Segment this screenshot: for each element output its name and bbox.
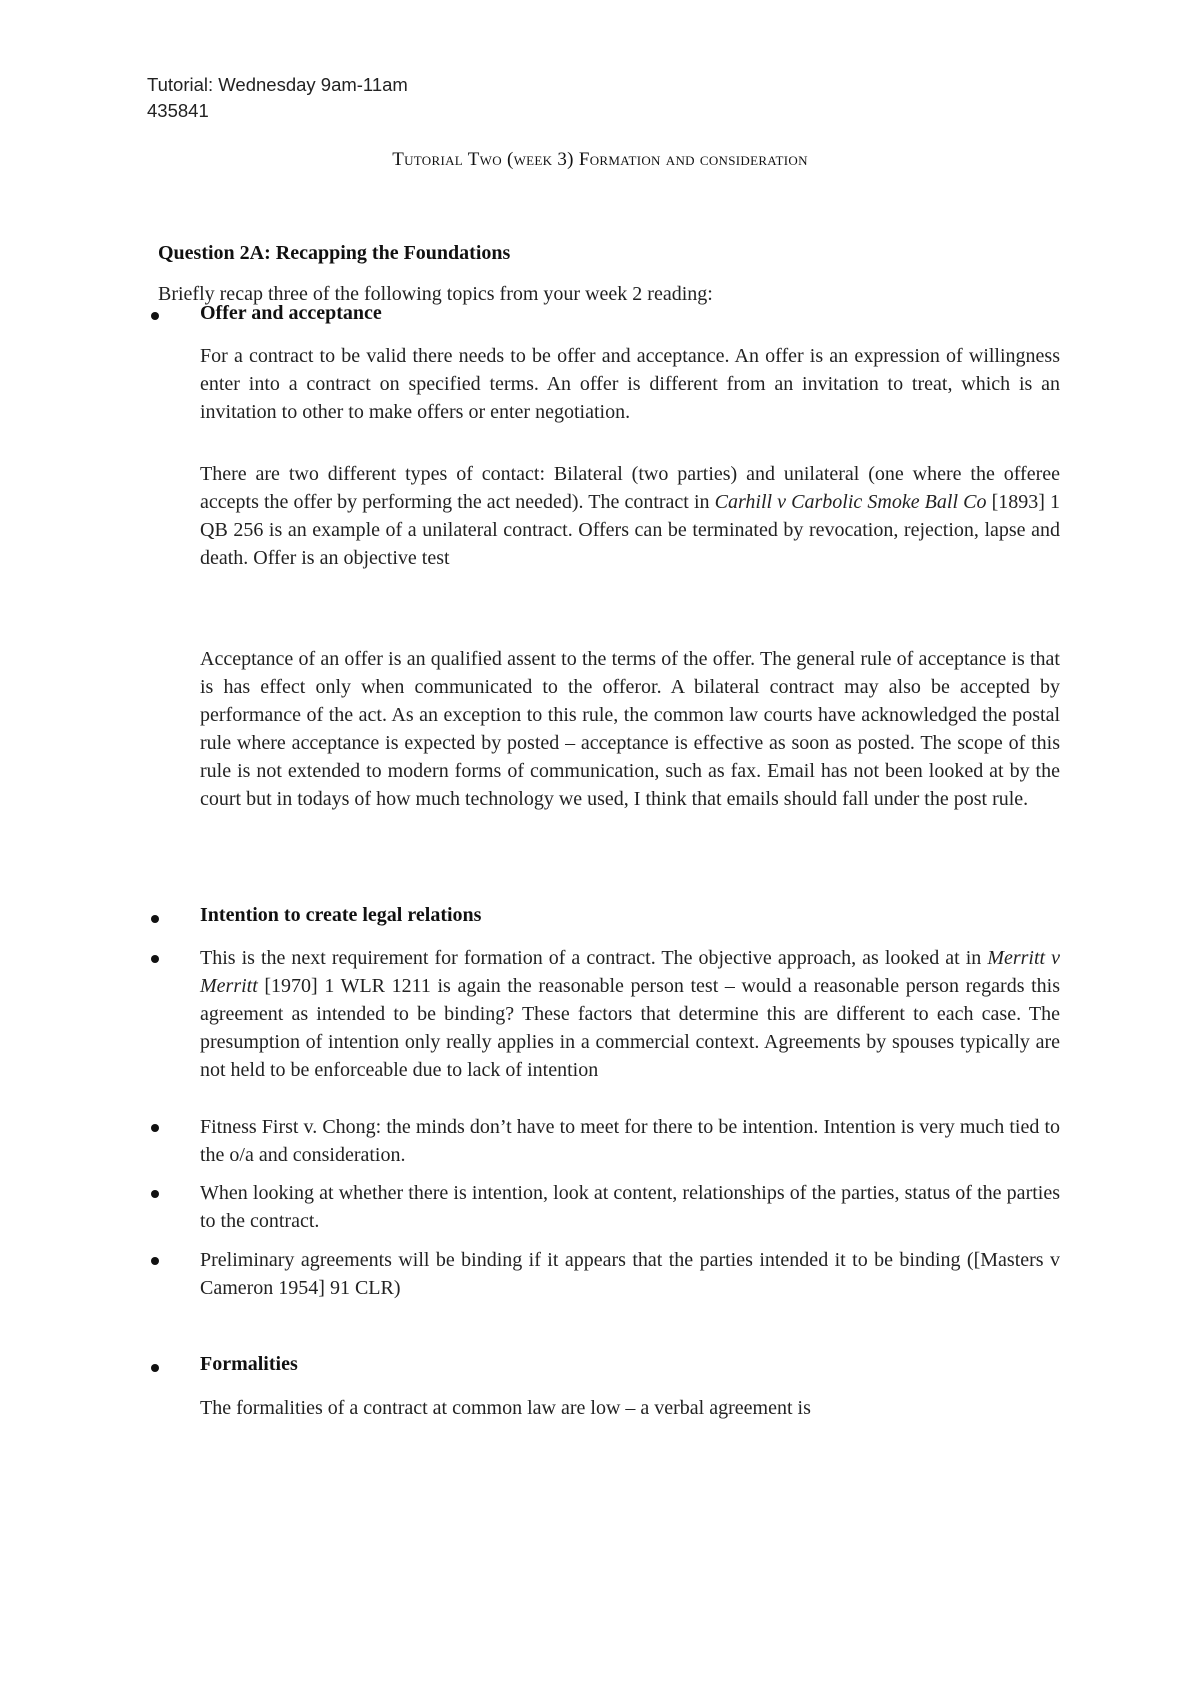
intention-b1-text-a: This is the next requirement for formation of a contract. The objective approach, as looked at in [200, 947, 988, 969]
formalities-paragraph-1: The formalities of a contract at common law are low – a verbal agreement is [200, 1397, 811, 1419]
bullet-icon [151, 955, 159, 963]
section-heading-formalities: Formalities [200, 1353, 298, 1375]
bullet-icon [151, 1124, 159, 1132]
offer-paragraph-3: Acceptance of an offer is an qualified assent to the terms of the offer. The general rule of acceptance is that is has effect only when communicated to the offeror. A bilateral contract may also be accepted by performance of the act. As an exception to this rule, the common law courts have acknowledged the postal rule where acceptance is expected by posted – acceptance is effective as soon as posted. The scope of this rule is not extended to modern forms of communication, such as fax. Email has not been looked at by the court but in todays of how much technology we used, I think that emails should fall under the post rule. [200, 648, 1060, 810]
case-name-merritt: Merritt v Merritt [200, 947, 1061, 997]
intention-bullet-1 [200, 944, 1060, 1084]
question-intro: Briefly recap three of the following topics from your week 2 reading: [158, 283, 713, 305]
offer-p2-text-b: [1893] 1 QB 256 is an example of a unilateral contract. Offers can be terminated by revocation, rejection, lapse and death. Offer is an objective test [200, 491, 1060, 569]
case-name-carhill: Carhill v Carbolic Smoke Ball Co [714, 491, 987, 513]
offer-paragraph-1: For a contract to be valid there needs to be offer and acceptance. An offer is an expression of willingness enter into a contract on specified terms. An offer is different from an invitation to treat, which is an invitation to other to make offers or enter negotiation. [200, 345, 1060, 423]
bullet-icon [151, 1364, 159, 1372]
bullet-icon [151, 1257, 159, 1265]
offer-paragraph-2 [200, 460, 1060, 572]
question-heading: Question 2A: Recapping the Foundations [158, 242, 511, 264]
intention-bullet-2: Fitness First v. Chong: the minds don’t have to meet for there to be intention. Intention is very much tied to the o/a and consideration. [200, 1116, 1060, 1166]
offer-p2-text-a: There are two different types of contact: Bilateral (two parties) and unilateral (one where the offeree accepts the offer by performing the act needed). The contract in [200, 463, 1060, 513]
intention-bullet-3: When looking at whether there is intention, look at content, relationships of the parties, status of the parties to the contract. [200, 1182, 1060, 1232]
bullet-icon [151, 312, 159, 320]
intention-b1-text-b: [1970] 1 WLR 1211 is again the reasonable person test – would a reasonable person regards this agreement as intended to be binding? These factors that determine this are different to each case. The presumption of intention only really applies in a commercial context. Agreements by spouses typically are not held to be enforceable due to lack of intention [200, 975, 1060, 1081]
student-id: 435841 [147, 100, 209, 121]
tutorial-time: Tutorial: Wednesday 9am-11am [147, 74, 408, 95]
section-heading-offer: Offer and acceptance [200, 302, 382, 324]
document-header [147, 72, 408, 124]
intention-bullet-4: Preliminary agreements will be binding if it appears that the parties intended it to be binding ([Masters v Cameron 1954] 91 CLR) [200, 1249, 1060, 1299]
document-title: Tutorial Two (week 3) Formation and consideration [392, 149, 808, 170]
bullet-icon [151, 1190, 159, 1198]
bullet-icon [151, 915, 159, 923]
section-heading-intention: Intention to create legal relations [200, 904, 482, 926]
